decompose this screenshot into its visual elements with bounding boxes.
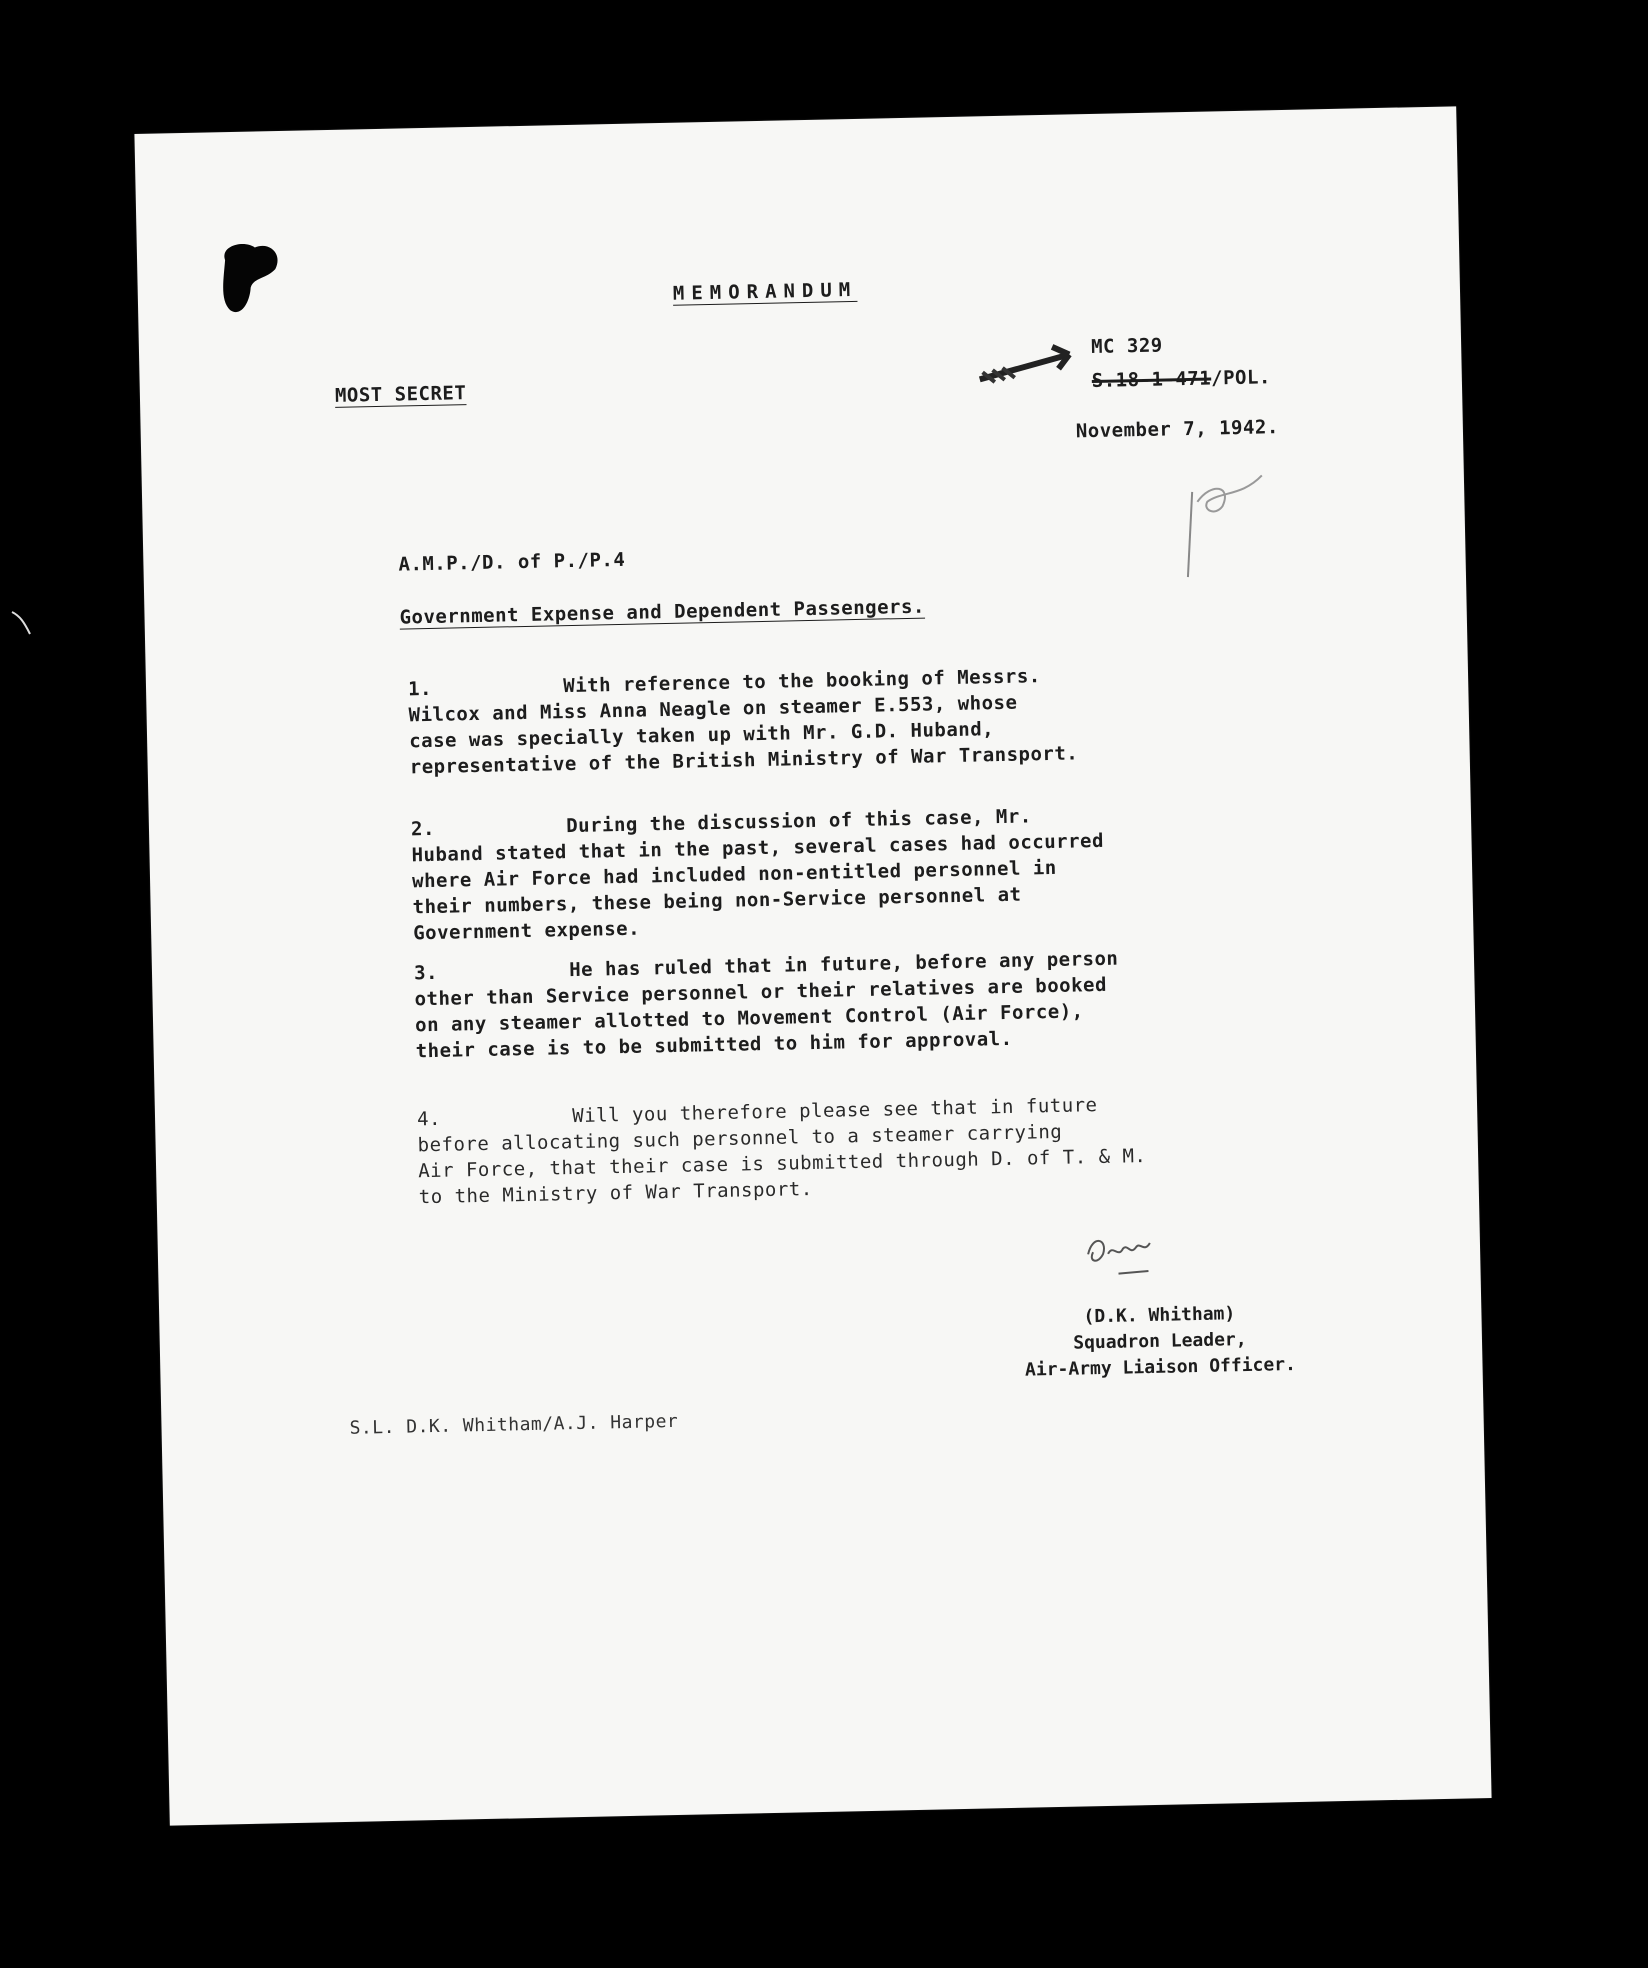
memo-page [134, 106, 1491, 1825]
signatory-position: Air-Army Liaison Officer. [1024, 1353, 1297, 1381]
signatory-name: (D.K. Whitham) [1083, 1303, 1236, 1328]
signatory-rank: Squadron Leader, [1073, 1329, 1247, 1354]
addressee: A.M.P./D. of P./P.4 [398, 548, 626, 576]
paragraph-2: 2. During the discussion of this case, Mr. Huband stated that in the past, several cases had occurred where Air Force had included non-entitled personnel in their numbers, these being non-Service personnel at Government expense. [410, 805, 1105, 945]
copies-line: S.L. D.K. Whitham/A.J. Harper [349, 1410, 679, 1439]
old-reference-suffix: /POL. [1210, 366, 1272, 390]
paragraph-3: 3. He has ruled that in future, before any person other than Service personnel or their relatives are booked on any steamer allotted to Movement Control (Air Force), their case is to be submitted to him for approval. [413, 947, 1119, 1063]
handwritten-initials [1077, 1223, 1168, 1285]
subject-line: Government Expense and Dependent Passengers. [399, 595, 926, 629]
reference-number: MC 329 [1090, 334, 1163, 359]
old-reference-struck: S.18-1-471 [1091, 367, 1212, 393]
classification-label: MOST SECRET [334, 382, 467, 407]
margin-mark [8, 608, 38, 638]
paragraph-1: 1. With reference to the booking of Messrs. Wilcox and Miss Anna Neagle on steamer E.553, whose case was specially taken up with Mr. G.D. Huband, representative of the British Ministry of War Transport. [407, 665, 1079, 779]
memo-date: November 7, 1942. [1075, 416, 1280, 443]
pencil-annotation [1152, 470, 1294, 583]
ink-stain [215, 239, 287, 320]
signature-block [949, 1298, 1371, 1385]
memo-title: MEMORANDUM [672, 278, 858, 305]
old-reference [1092, 366, 1272, 392]
paragraph-4: 4. Will you therefore please see that in future before allocating such personnel to a steamer carrying Air Force, that their case is submitted through D. of T. & M. to the Ministry of War Transport. [416, 1094, 1147, 1209]
arrow-stamp-icon [974, 342, 1095, 395]
